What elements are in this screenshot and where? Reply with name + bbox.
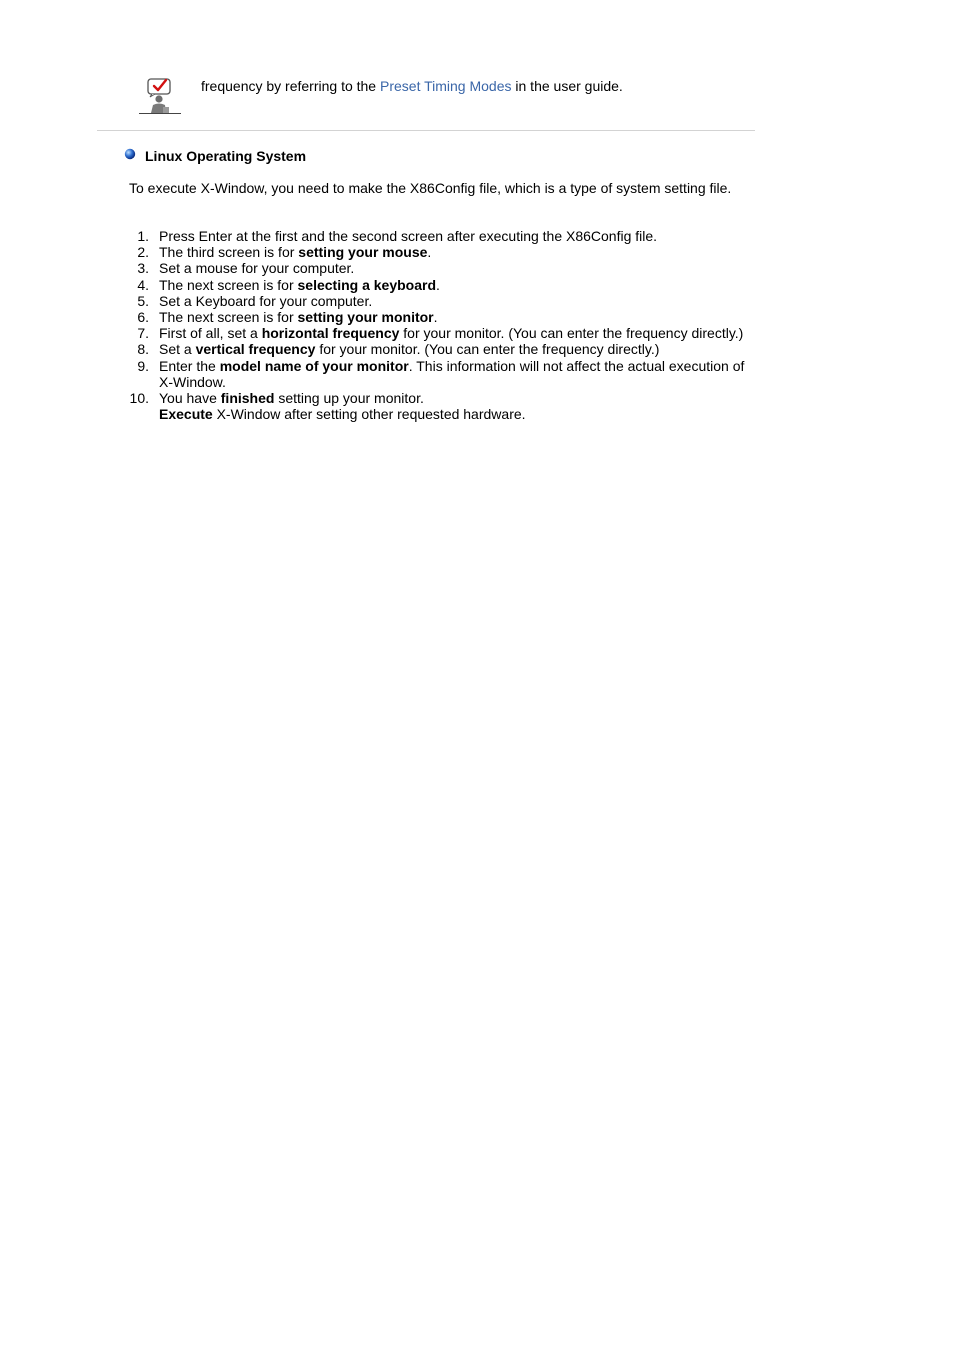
step-text: Enter the — [159, 357, 220, 374]
step-bold-text: horizontal frequency — [261, 325, 400, 342]
section-bullet-icon — [124, 148, 136, 160]
step-text: Press Enter at the first and the second screen after executing the X86Config file. — [159, 228, 658, 244]
section-title: Linux Operating System — [145, 148, 307, 164]
step-number: 4. — [137, 276, 149, 293]
preset-timing-modes-link[interactable]: Preset Timing Modes — [380, 78, 512, 94]
step-number: 7. — [137, 325, 149, 342]
step-text: Set a — [159, 341, 196, 358]
note-text — [201, 78, 623, 95]
list-item — [129, 228, 755, 244]
step-text: You have — [159, 390, 221, 407]
step-text: Set a Keyboard for your computer. — [159, 292, 373, 309]
steps-list — [129, 228, 755, 422]
step-text: First of all, set a — [159, 325, 262, 342]
step-text: . — [427, 244, 432, 261]
step-text: Set a mouse for your computer. — [159, 260, 355, 277]
step-bold-text: setting your mouse — [298, 244, 428, 261]
list-item — [129, 325, 755, 341]
list-item — [129, 260, 755, 276]
step-number: 8. — [137, 341, 149, 358]
note-text-before: frequency by referring to the — [201, 78, 380, 94]
step-text: The next screen is for — [159, 276, 298, 293]
note-check-icon — [138, 77, 182, 115]
list-item — [129, 358, 755, 390]
step-number: 9. — [137, 357, 149, 374]
step-text: X-Window after setting other requested hardware. — [212, 406, 526, 423]
step-bold-text: setting your monitor — [297, 309, 434, 326]
step-text: . — [433, 309, 438, 326]
step-number: 6. — [137, 309, 149, 326]
step-number: 5. — [137, 292, 149, 309]
step-text: The next screen is for — [159, 309, 298, 326]
note-text-after: in the user guide. — [511, 78, 623, 94]
step-number: 2. — [137, 244, 149, 261]
list-item — [129, 309, 755, 325]
step-text: The third screen is for — [159, 244, 299, 261]
section-intro: To execute X-Window, you need to make the X86Config file, which is a type of system setting file. — [129, 180, 732, 196]
step-number: 10. — [129, 390, 149, 407]
step-text: for your monitor. (You can enter the frequency directly.) — [315, 341, 660, 358]
step-text: setting up your monitor. — [274, 390, 424, 407]
step-bold-text: selecting a keyboard — [297, 276, 437, 293]
step-text: . — [436, 276, 440, 293]
step-text: . This information will not affect the actual execution of X-Window. — [159, 357, 745, 390]
section-divider — [97, 130, 755, 131]
list-item — [129, 341, 755, 357]
step-bold-text: Execute — [159, 406, 213, 423]
list-item — [129, 244, 755, 260]
list-item — [129, 390, 755, 422]
step-bold-text: model name of your monitor — [219, 357, 409, 374]
step-text: for your monitor. (You can enter the frequency directly.) — [399, 325, 744, 342]
list-item — [129, 293, 755, 309]
step-number: 1. — [137, 228, 149, 244]
step-bold-text: vertical frequency — [195, 341, 316, 358]
list-item — [129, 277, 755, 293]
step-number: 3. — [137, 260, 149, 277]
step-bold-text: finished — [220, 390, 275, 407]
